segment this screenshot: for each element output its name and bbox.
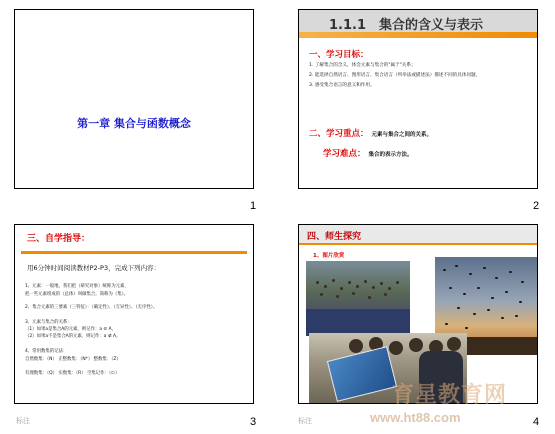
key-points-text: 元素与集合之间的关系。 [371, 132, 432, 138]
heading-underline [21, 251, 247, 254]
study-line-5: （1）如果a是集合A的元素，则记作：a ∈ A， [25, 327, 117, 332]
slide-2[interactable] [298, 9, 538, 189]
study-line-2: 把一些元素组成的（总体）叫做集合，简称为（集）。 [25, 292, 129, 297]
objective-item-3: 3. 感受集合语言的意义和作用。 [309, 83, 375, 88]
study-line-6: （2）如果a不是集合A的元素，则记作：a ∉ A。 [25, 334, 121, 339]
self-study-heading: 三、自学指导： [27, 234, 91, 244]
key-points-label: 二、学习重点： [309, 129, 369, 139]
study-line-3: 2、集合元素的三要素（三特征）：（确定性）、（互异性）、（无序性）。 [25, 305, 158, 310]
heading-underline [299, 243, 537, 245]
watermark-url: www.ht88.com [370, 410, 461, 425]
key-points-heading [309, 127, 432, 139]
difficulty-heading [323, 147, 413, 159]
self-study-intro: 用6分钟时间阅读教材P2-P3，完成下列内容： [27, 264, 161, 272]
objective-item-1: 1. 了解集合的含义，体会元素与集合的"属于"关系； [309, 63, 416, 68]
study-line-4: 3、元素与集合的关系： [25, 320, 72, 325]
slide-1[interactable] [14, 9, 254, 189]
slide-3-footer: 标注 [16, 417, 30, 425]
slide-4[interactable] [298, 224, 538, 404]
slide-1-number: 1 [250, 200, 257, 212]
objective-item-2: 2. 能选择自然语言、图形语言、集合语言（列举法或描述法）描述不同的具体问题， [309, 73, 481, 78]
slide-2-title: 1.1.1 集合的含义与表示 [329, 18, 484, 33]
slide-4-number: 4 [533, 416, 540, 428]
watermark-logo-text: 育星教育网 [392, 383, 508, 408]
study-line-1: 1、元素：一般地，我们把（研究对象）统称为元素， [25, 284, 129, 289]
study-line-7: 4、常用数集的记法： [25, 349, 68, 354]
slide-2-number: 2 [533, 200, 540, 212]
study-line-9: 有理数集：（Q） 实数集：（R） 空集记作：（∅） [25, 371, 120, 376]
difficulty-label: 学习难点： [323, 149, 366, 159]
book [327, 346, 397, 402]
slide-3-number: 3 [250, 416, 257, 428]
explore-heading: 四、师生探究 [307, 232, 362, 242]
slide-4-footer: 标注 [298, 417, 312, 425]
study-line-8: 自然数集：（N） 正整数集：（N*） 整数集：（Z） [25, 357, 121, 362]
objectives-heading: 一、学习目标： [309, 50, 369, 60]
wildebeest-herd-photo [306, 261, 410, 336]
picture-appreciation-label: 1、图片欣赏 [313, 253, 345, 259]
difficulty-text: 集合的表示方法。 [368, 152, 413, 158]
slide-1-title: 第一章 集合与函数概念 [77, 117, 191, 130]
slide-3[interactable] [14, 224, 254, 404]
